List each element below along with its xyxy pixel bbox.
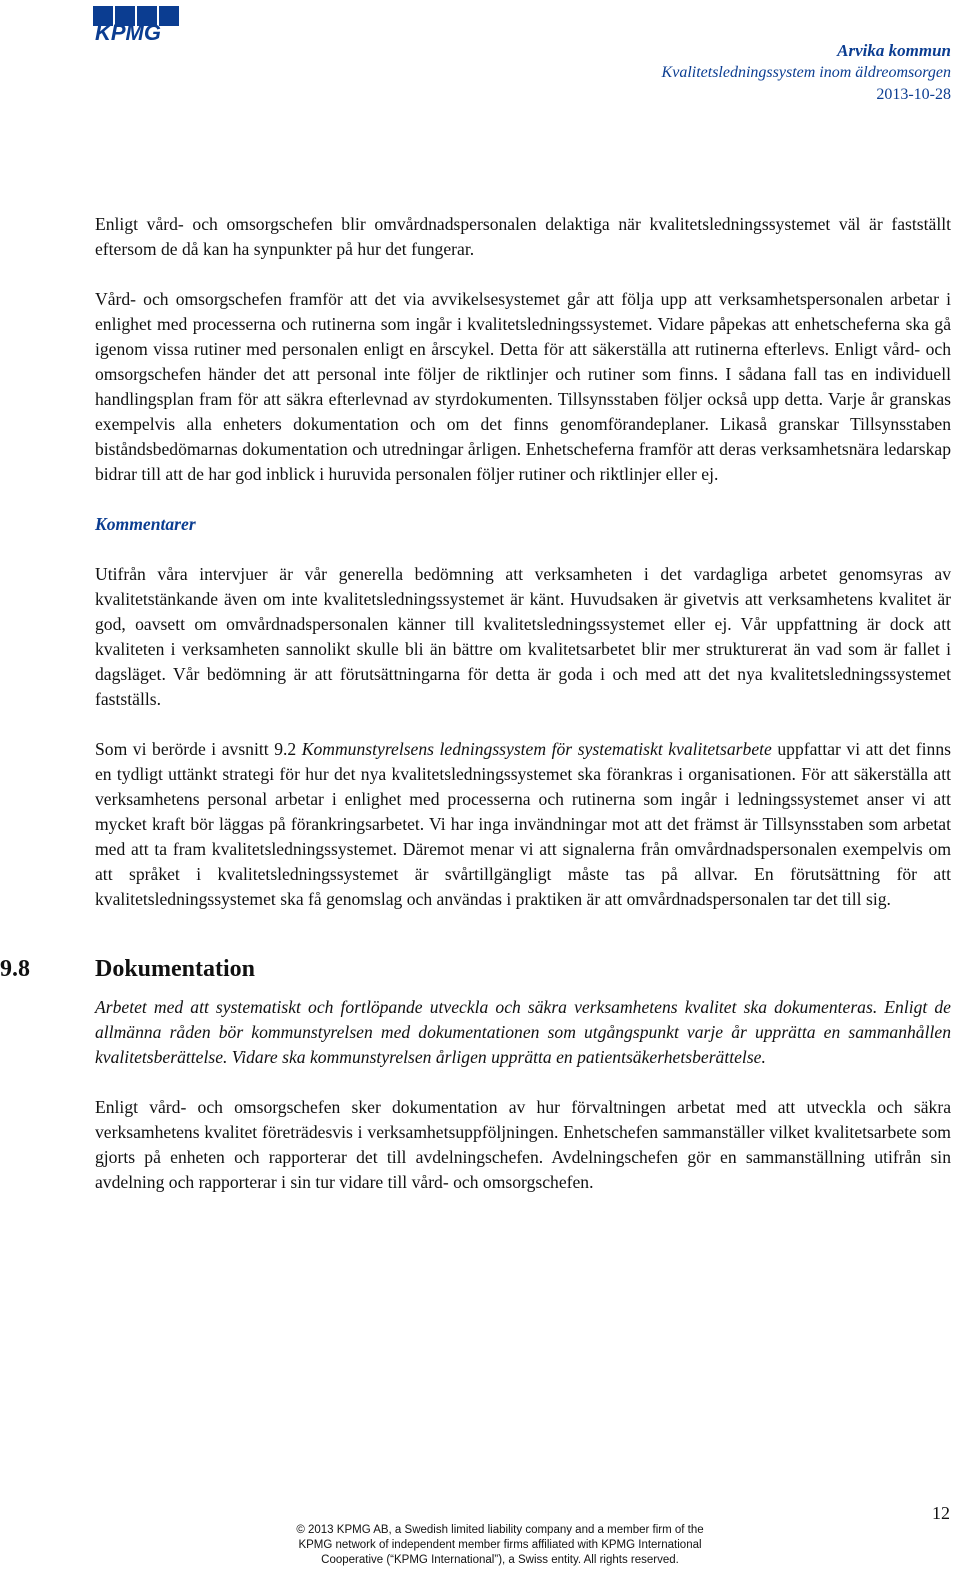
logo-text: KPMG <box>95 20 161 42</box>
section-number: 9.8 <box>0 956 30 982</box>
section-title: Dokumentation <box>95 956 256 982</box>
kpmg-logo <box>93 6 183 42</box>
header-date: 2013-10-28 <box>876 86 951 103</box>
italic-paragraph: Arbetet med att systematiskt och fortlöpande utveckla och säkra verksamhetens kvalitet ska dokumenteras. Enligt de allmänna råden bör kommunstyrelsen med dokumentationen som utgångspunkt varje år upprätta en sammanhållen kvalitetsberättelse. Vidare ska kommunstyrelsen årligen upprätta en patientsäkerhetsberättelse. <box>95 997 951 1067</box>
paragraph-text: uppfattar vi att det finns en tydligt uttänkt strategi för hur det nya kvalitetsledningssystemet ska förankras i organisationen. För att säkerställa att verksamhetens personal arbetar i enlighet med processerna och rutinerna som ingår i ledningssystemet anser vi att mycket kraft bör läggas på förankringsarbetet. Vi har inga invändningar mot att det främst är Tillsynsstaben som arbetat med att ta fram kvalitetsledningssystemet. Däremot menar vi att signalerna från omvårdnadspersonalen exempelvis om att språket i kvalitetsledningssystemet är svårtillgängligt måste tas på allvar. En förutsättning för att kvalitetsledningssystemet ska få genomslag och användas i praktiken är att omvårdnadspersonalen tar det till sig. <box>95 739 951 909</box>
paragraph: Utifrån våra intervjuer är vår generella bedömning att verksamheten i det vardagliga arbetet genomsyras av kvalitetstänkande även om inte kvalitetsledningssystemet är känt. Huvudsaken är givetvis att verksamhetens kvalitet är god, oavsett om omvårdnadspersonalen känner till kvalitetsledningssystemet eller ej. Vår uppfattning är dock att kvaliteten i verksamheten sannolikt skulle bli än bättre om kvalitetsarbetet blir mer strukturerat än vad som är fallet i dagsläget. Vår bedömning är att förutsättningarna för detta är goda i och med att det nya kvalitetsledningssystemet fastställs. <box>95 564 951 709</box>
subheading: Kommentarer <box>95 514 196 534</box>
section-heading <box>0 951 951 987</box>
header-organization: Arvika kommun <box>837 41 951 60</box>
paragraph: Enligt vård- och omsorgschefen blir omvårdnadspersonalen delaktiga när kvalitetsledningssystemet väl är fastställt eftersom de då kan ha synpunkter på hur det fungerar. <box>95 214 951 259</box>
paragraph-text: Som vi berörde i avsnitt 9.2 <box>95 739 302 759</box>
paragraph <box>95 737 951 912</box>
kpmg-logo-graphic <box>93 6 183 42</box>
footer-line: KPMG network of independent member firms affiliated with KPMG International <box>298 1539 702 1551</box>
footer-line: Cooperative (“KPMG International”), a Swiss entity. All rights reserved. <box>321 1554 679 1566</box>
paragraph: Vård- och omsorgschefen framför att det via avvikelsesystemet går att följa upp att verksamhetspersonalen arbetar i enlighet med processerna och rutinerna som ingår i kvalitetsledningssystemet. Vidare påpekas att enhetscheferna ska gå igenom vissa rutiner med personalen enligt en årscykel. Detta för att säkerställa att rutinerna efterlevs. Enligt vård- och omsorgschefen händer det att personal inte följer de riktlinjer och rutiner som finns. I sådana fall tas en individuell handlingsplan fram för att säkra efterlevnad av styrdokumenten. Tillsynsstaben följer också upp detta. Varje år granskas exempelvis alla enheters dokumentation och om det finns genomförandeplaner. Likaså granskar Tillsynsstaben biståndsbedömarnas dokumentation och utredningar årligen. Enhetscheferna framför att deras verksamhetsnära ledarskap bidrar till att de har god inblick i huruvida personalen följer rutiner och riktlinjer eller ej. <box>95 289 951 484</box>
page-number: 12 <box>932 1503 950 1523</box>
paragraph-italic-reference: Kommunstyrelsens ledningssystem för systematiskt kvalitetsarbete <box>301 739 772 759</box>
paragraph: Enligt vård- och omsorgschefen sker dokumentation av hur förvaltningen arbetat med att utveckla och säkra verksamhetens kvalitet företrädesvis i verksamhetsuppföljningen. Enhetschefen sammanställer vilket kvalitetsarbete som gjorts på enheten och rapporterar det till avdelningschefen. Avdelningschefen gör en sammanställning utifrån sin avdelning och rapporterar i sin tur vidare till vård- och omsorgschefen. <box>95 1097 951 1192</box>
document-footer <box>250 1523 750 1568</box>
document-header <box>662 40 951 106</box>
footer-line: © 2013 KPMG AB, a Swedish limited liability company and a member firm of the <box>296 1524 704 1536</box>
document-body <box>0 212 951 1220</box>
header-subtitle: Kvalitetsledningssystem inom äldreomsorgen <box>661 64 951 81</box>
